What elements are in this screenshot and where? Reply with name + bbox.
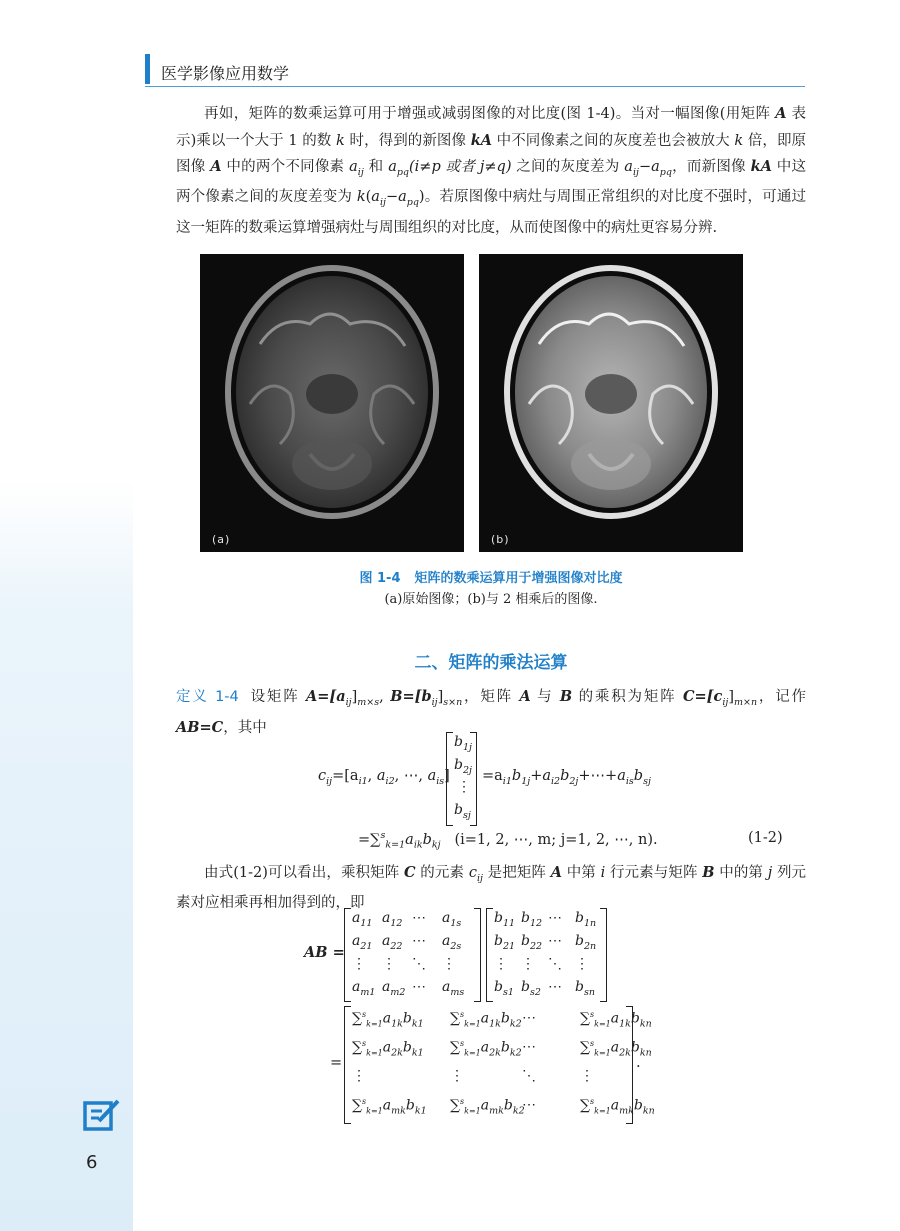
matA-bracket-right [474,908,481,1002]
matB-cell-0-2: ⋯ [548,910,562,926]
eq2-period: . [636,1055,641,1071]
eq-sum-line: $=\sum^s_{k=1}a_{ik}b_{kj}$ (i=1, 2, ⋯, m; j=1, 2, ⋯, n). [358,830,658,851]
mri-brain-enhanced-image [479,254,743,552]
matC-bracket-left [344,1006,351,1124]
matA-cell-2-2: ⋱ [412,956,426,972]
figure-caption-text: 矩阵的数乘运算用于增强图像对比度 [414,571,623,586]
figure-label-b: (b) [491,533,510,546]
paragraph-product-explanation: 由式(1-2)可以看出，乘积矩阵 C 的元素 $c_{ij}$ 是把矩阵 A 中第 i 行元素与矩阵 B 中的第 j 列元素对应相乘再相加得到的，即 [176,864,807,912]
matB-cell-3-0: $b_{s1}$ [494,979,514,998]
matB-cell-1-2: ⋯ [548,933,562,949]
eq-col-bracket-left [446,732,453,826]
figure-caption-number: 图 1-4 [359,571,401,586]
matB-cell-0-1: $b_{12}$ [521,910,543,929]
matC-cell-2-1: ⋮ [450,1068,464,1084]
matB-cell-2-1: ⋮ [521,956,535,972]
header-accent-bar [145,54,150,84]
matC-cell-3-2: ⋯ [522,1097,536,1113]
figure-subcaption: (a)原始图像；(b)与 2 相乘后的图像. [384,592,598,607]
eq-col-vdots: ⋮ [457,779,471,795]
eq-cij-rhs: $=a_{i1}b_{1j}+a_{i2}b_{2j}+\cdots+a_{is}b_{sj}$ [482,768,651,787]
matA-cell-3-3: $a_{ms}$ [442,979,465,998]
matA-cell-0-0: $a_{11}$ [352,910,373,929]
mri-brain-original-image [200,254,464,552]
eq-col-b1j: $b_{1j}$ [454,734,472,753]
eq2-equals: = [330,1055,343,1071]
matC-cell-3-1: $\sum^s_{k=1}a_{mk}b_{k2}$ [450,1097,525,1117]
matC-cell-2-3: ⋮ [580,1068,594,1084]
matC-cell-0-0: $\sum^s_{k=1}a_{1k}b_{k1}$ [352,1010,424,1030]
matA-cell-1-2: ⋯ [412,933,426,949]
matA-cell-2-1: ⋮ [382,956,396,972]
header-title: 医学影像应用数学 [161,64,290,83]
matB-cell-3-2: ⋯ [548,979,562,995]
eq-col-bsj: $b_{sj}$ [454,802,471,821]
matB-cell-1-0: $b_{21}$ [494,933,516,952]
matB-cell-0-3: $b_{1n}$ [575,910,597,929]
matC-cell-1-1: $\sum^s_{k=1}a_{2k}b_{k2}$ [450,1039,522,1059]
running-header [145,48,805,87]
matA-cell-2-3: ⋮ [442,956,456,972]
matA-cell-1-0: $a_{21}$ [352,933,373,952]
edit-note-icon [82,1097,122,1133]
matA-cell-0-3: $a_{1s}$ [442,910,462,929]
figure-caption [176,567,806,586]
matA-bracket-left [344,908,351,1002]
eq-col-b2j: $b_{2j}$ [454,757,472,776]
matA-cell-0-1: $a_{12}$ [382,910,403,929]
figure-mri-original [200,254,464,552]
matB-cell-2-2: ⋱ [548,956,562,972]
matA-cell-2-0: ⋮ [352,956,366,972]
matA-cell-3-1: $a_{m2}$ [382,979,406,998]
matB-cell-2-0: ⋮ [494,956,508,972]
matB-bracket-left [486,908,493,1002]
matC-cell-2-0: ⋮ [352,1068,366,1084]
matC-cell-0-3: $\sum^s_{k=1}a_{1k}b_{kn}$ [580,1010,652,1030]
paragraph-contrast: 再如，矩阵的数乘运算可用于增强或减弱图像的对比度(图 1-4)。当对一幅图像(用矩阵 A 表示)乘以一个大于 1 的数 k 时，得到的新图像 kA 中不同像素之间的灰度差也会被放大 k 倍，即原图像 A 中的两个不同像素 $a_{ij}$ 和 $a_{pq}(i\ne p$ 或者 j≠q) 之间的灰度差为 $a_{ij}-a_{pq}$，而新图像 kA 中这两个像素之间的灰度差变为 $k(a_{ij}-a_{pq})$。若原图像中病灶与周围正常组织的对比度不强时，可通过这一矩阵的数乘运算增强病灶与周围组织的对比度，从而使图像中的病灶更容易分辨. [176,105,807,236]
matC-cell-1-0: $\sum^s_{k=1}a_{2k}b_{k1}$ [352,1039,424,1059]
matB-cell-3-1: $b_{s2}$ [521,979,541,998]
matB-cell-1-3: $b_{2n}$ [575,933,597,952]
section-title: 二、矩阵的乘法运算 [414,653,568,673]
equation-number: (1-2) [748,830,783,846]
matA-cell-3-0: $a_{m1}$ [352,979,376,998]
matB-cell-3-3: $b_{sn}$ [575,979,595,998]
definition-1-4: 定义 1-4 设矩阵 $A=[a_{ij}]_{m\times s}$, $B=[b_{ij}]_{s\times n}$，矩阵 A 与 B 的乘积为矩阵 $C=[c_{ij}]_{m\times n}$，记作 AB=C，其中 [176,688,807,737]
matB-cell-0-0: $b_{11}$ [494,910,516,929]
matA-cell-0-2: ⋯ [412,910,426,926]
matB-cell-2-3: ⋮ [575,956,589,972]
matC-cell-0-2: ⋯ [522,1010,536,1026]
matA-cell-3-2: ⋯ [412,979,426,995]
matC-cell-2-2: ⋱ [522,1068,536,1084]
matC-cell-0-1: $\sum^s_{k=1}a_{1k}b_{k2}$ [450,1010,522,1030]
matA-cell-1-3: $a_{2s}$ [442,933,462,952]
figure-label-a: (a) [212,533,231,546]
eq-cij-lhs: $c_{ij}=[a_{i1}$, $a_{i2}$, ⋯, $a_{is}$] [318,768,450,787]
matB-cell-1-1: $b_{22}$ [521,933,543,952]
definition-label: 定义 1-4 [176,689,239,705]
page-number: 6 [86,1152,98,1173]
figure-mri-enhanced [479,254,743,552]
matC-cell-3-0: $\sum^s_{k=1}a_{mk}b_{k1}$ [352,1097,427,1117]
matC-cell-1-3: $\sum^s_{k=1}a_{2k}b_{kn}$ [580,1039,652,1059]
matA-cell-1-1: $a_{22}$ [382,933,403,952]
matC-cell-1-2: ⋯ [522,1039,536,1055]
matB-bracket-right [600,908,607,1002]
matC-cell-3-3: $\sum^s_{k=1}a_{mk}b_{kn}$ [580,1097,655,1117]
eq2-lhs: AB = [304,944,345,961]
